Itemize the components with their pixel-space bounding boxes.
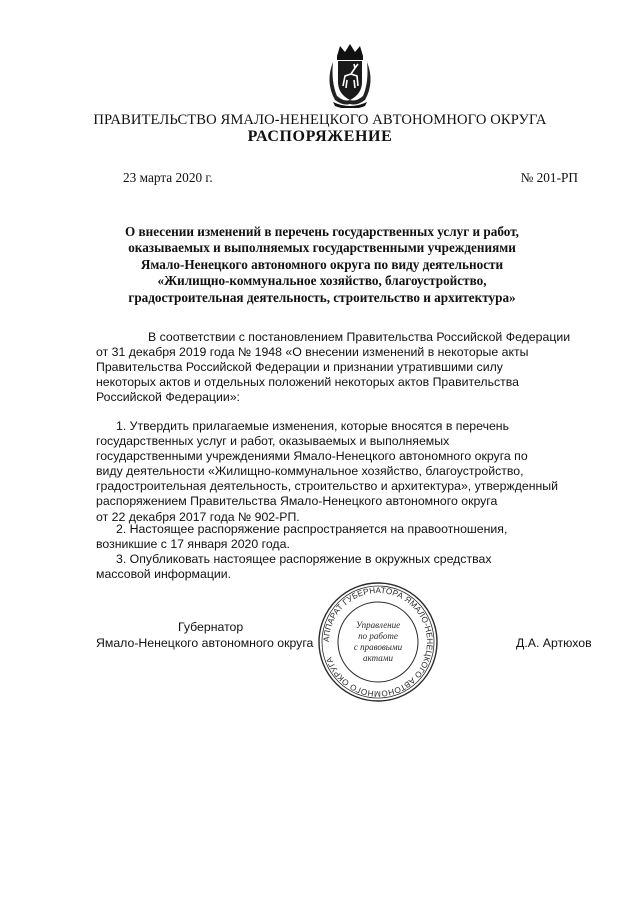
item-line: градостроительная деятельность, строительство и архитектура», утвержденный: [96, 479, 559, 494]
item-3: [96, 552, 602, 582]
title-line: «Жилищно-коммунальное хозяйство, благоустройство,: [157, 273, 487, 289]
document-type: РАСПОРЯЖЕНИЕ: [247, 128, 393, 145]
item-line: массовой информации.: [96, 567, 232, 582]
stamp-center-line: по работе: [358, 631, 398, 641]
official-stamp: [316, 580, 440, 704]
title-line: градостроительная деятельность, строительство и архитектура»: [128, 289, 516, 305]
signature-name: Д.А. Артюхов: [516, 636, 592, 650]
title-line: О внесении изменений в перечень государственных услуг и работ,: [125, 224, 519, 239]
item-1: [96, 419, 602, 525]
preamble-line: В соответствии с постановлением Правительства Российской Федерации: [148, 330, 571, 344]
item-line: государственными учреждениями Ямало-Ненецкого автономного округа по: [96, 449, 528, 464]
document-date: 23 марта 2020 г.: [123, 170, 213, 185]
item-line: 1. Утвердить прилагаемые изменения, которые вносятся в перечень: [116, 419, 510, 433]
item-line: 3. Опубликовать настоящее распоряжение в окружных средствах: [116, 552, 492, 566]
preamble-line: некоторых актов и отдельных положений некоторых актов Правительства: [96, 375, 520, 390]
stamp-center-line: Управление: [355, 620, 401, 630]
document-number: № 201-РП: [520, 170, 578, 185]
government-name: ПРАВИТЕЛЬСТВО ЯМАЛО-НЕНЕЦКОГО АВТОНОМНОГО ОКРУГА: [93, 112, 547, 128]
title-line: Ямало-Ненецкого автономного округа по виду деятельности: [140, 256, 504, 272]
signature-position-line2: Ямало-Ненецкого автономного округа: [96, 636, 314, 650]
stamp-center-line: с правовыми: [353, 642, 403, 652]
stamp-ring-text: АППАРАТ ГУБЕРНАТОРА ЯМАЛО-НЕНЕЦКОГО АВТОНОМНОГО ОКРУГА: [321, 585, 435, 699]
stamp-center-line: актами: [363, 653, 393, 663]
item-line: от 22 декабря 2017 года № 902-РП.: [96, 509, 300, 524]
preamble-line: Российской Федерации»:: [96, 390, 240, 405]
item-line: 2. Настоящее распоряжение распространяется на правоотношения,: [116, 522, 508, 536]
signature-position-line1: Губернатор: [178, 620, 244, 634]
document-title: [92, 224, 552, 306]
preamble-line: от 31 декабря 2019 года № 1948 «О внесении изменений в некоторые акты: [96, 345, 529, 360]
title-line: оказываемых и выполняемых государственными учреждениями: [128, 240, 516, 256]
item-line: распоряжением Правительства Ямало-Ненецкого автономного округа: [96, 494, 498, 509]
coat-of-arms-emblem: [323, 42, 377, 108]
item-line: государственных услуг и работ, оказываемых и выполняемых: [96, 434, 450, 449]
preamble: [96, 330, 602, 405]
item-2: [96, 522, 602, 552]
item-line: виду деятельности «Жилищно-коммунальное хозяйство, благоустройство,: [96, 464, 524, 479]
preamble-line: Правительства Российской Федерации и признании утратившими силу: [96, 360, 503, 375]
item-line: возникшие с 17 января 2020 года.: [96, 537, 290, 552]
